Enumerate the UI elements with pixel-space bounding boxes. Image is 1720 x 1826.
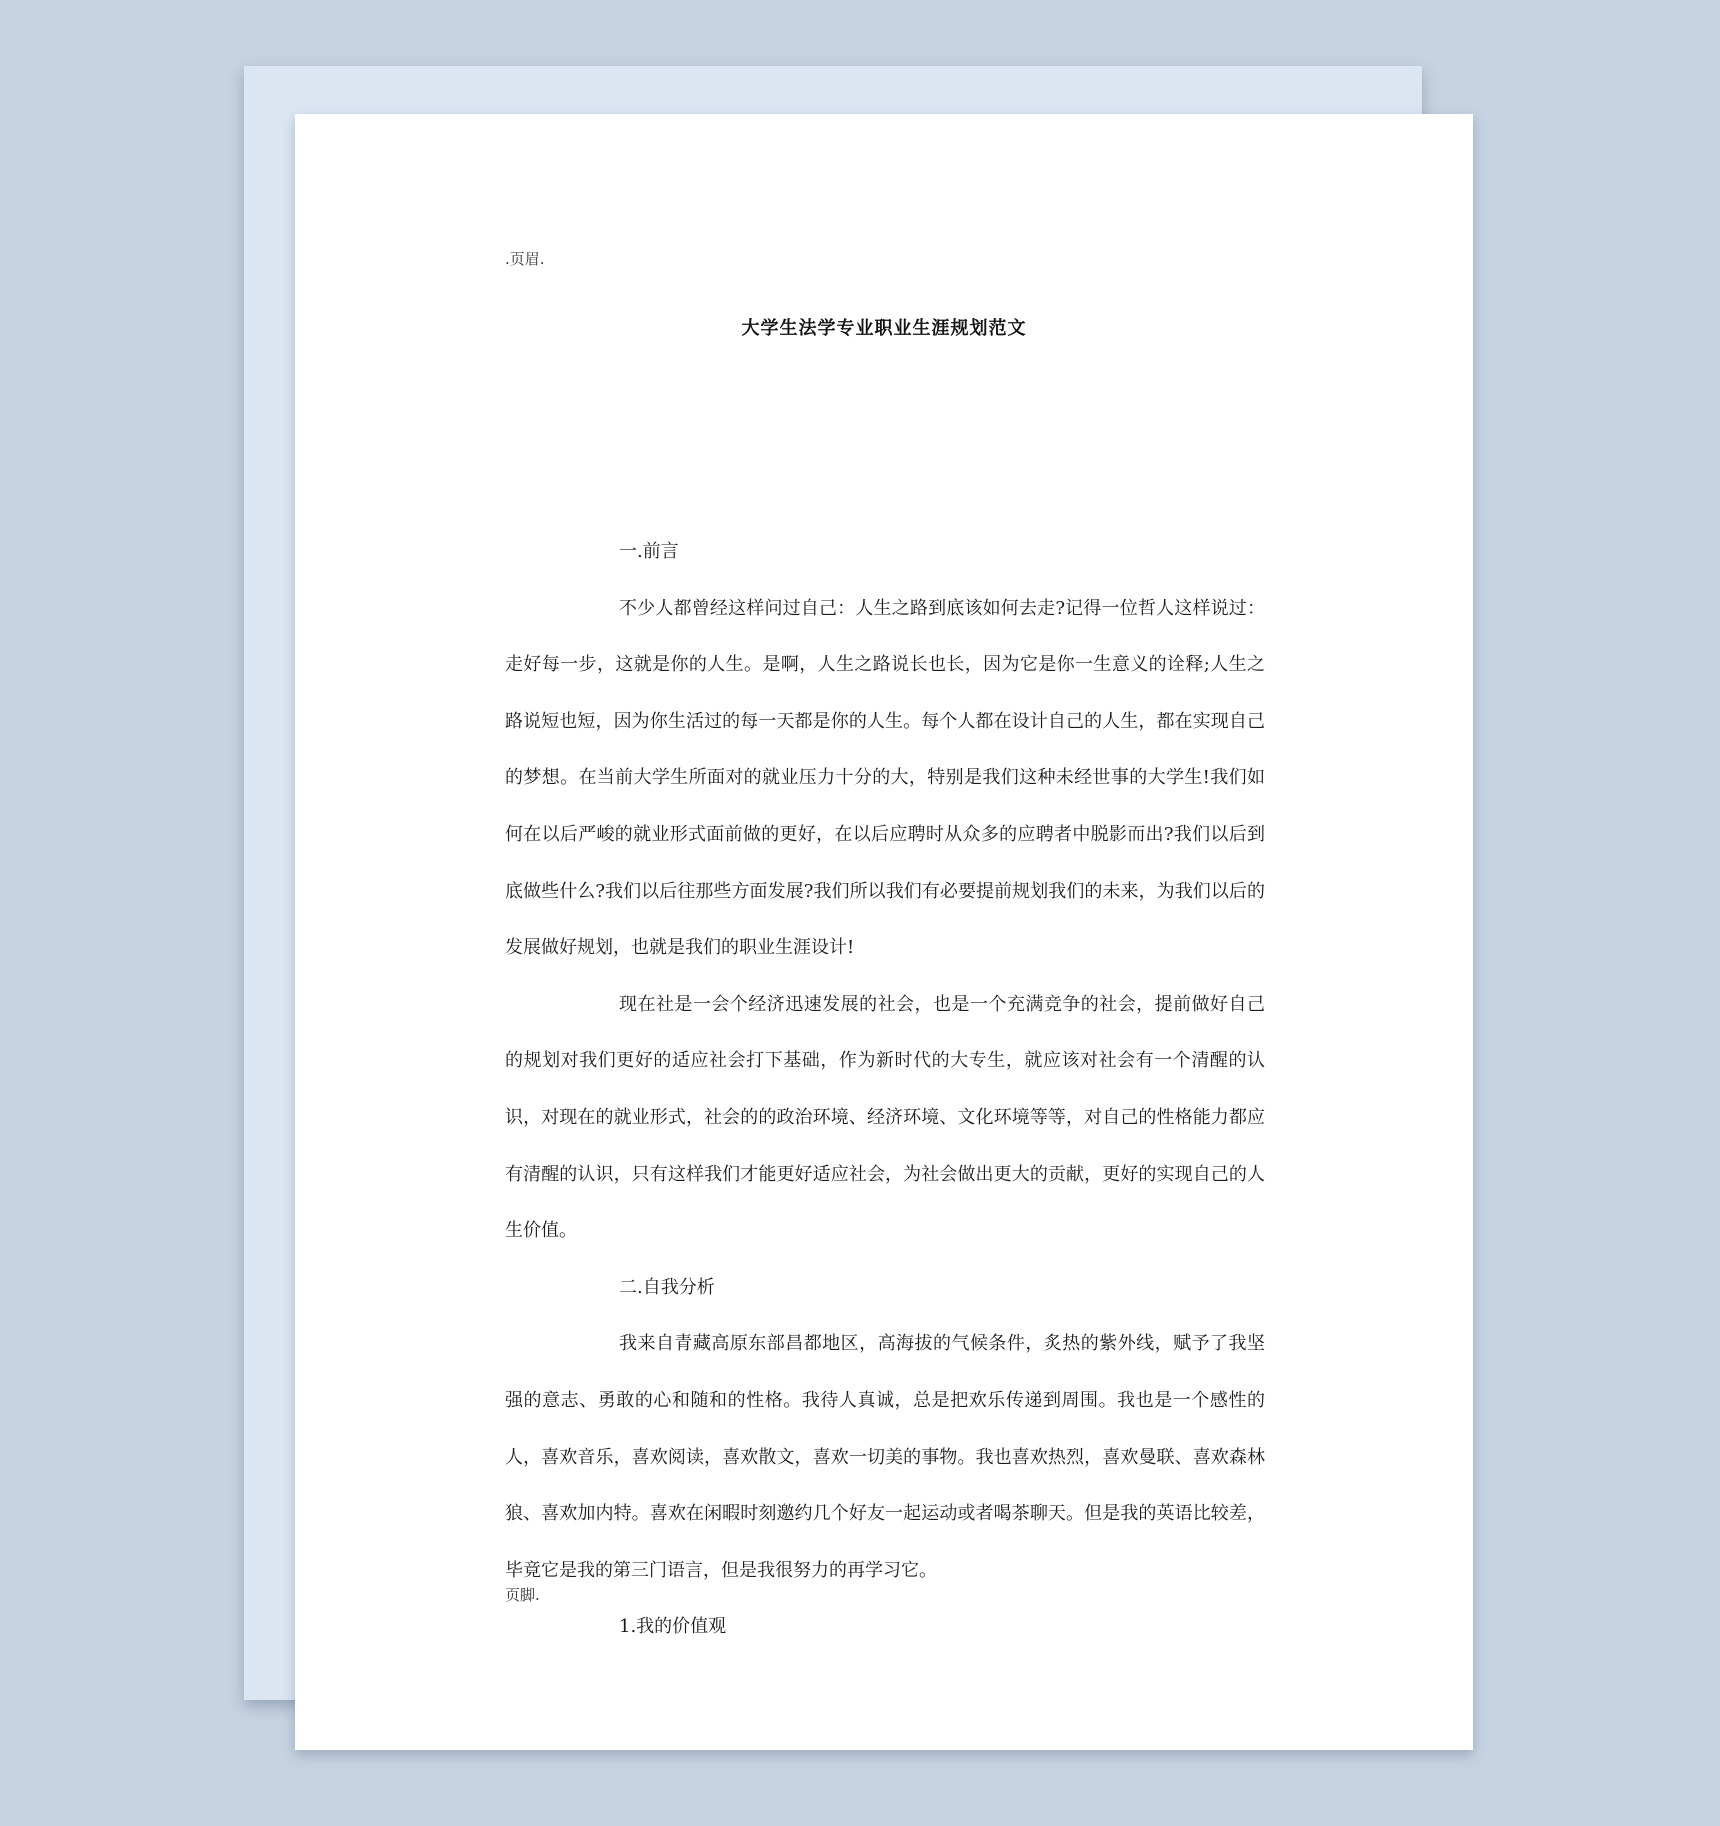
paragraph-preface-2: 现在社是一会个经济迅速发展的社会，也是一个充满竞争的社会，提前做好自己的规划对我们更好的适应社会打下基础，作为新时代的大专生，就应该对社会有一个清醒的认识，对现在的就业形式，社会的的政治环境、经济环境、文化环境等等，对自己的性格能力都应有清醒的认识，只有这样我们才能更好适应社会，为社会做出更大的贡献，更好的实现自己的人生价值。: [505, 993, 1265, 1242]
section-heading-values: 1.我的价值观: [619, 1616, 727, 1638]
page-header: .页眉.: [505, 250, 545, 268]
page-footer: 页脚.: [505, 1586, 540, 1604]
document-page: [295, 114, 1473, 1750]
section-heading-self-analysis: 二.自我分析: [619, 1276, 715, 1298]
section-heading-preface: 一.前言: [619, 541, 679, 562]
document-body: [505, 524, 1265, 1656]
paragraph-self-analysis-1: 我来自青藏高原东部昌都地区，高海拔的气候条件，炙热的紫外线，赋予了我坚强的意志、勇敢的心和随和的性格。我待人真诚，总是把欢乐传递到周围。我也是一个感性的人，喜欢音乐，喜欢阅读，喜欢散文，喜欢一切美的事物。我也喜欢热烈，喜欢曼联、喜欢森林狼、喜欢加内特。喜欢在闲暇时刻邀约几个好友一起运动或者喝茶聊天。但是我的英语比较差，毕竟它是我的第三门语言，但是我很努力的再学习它。: [505, 1333, 1265, 1581]
document-title: 大学生法学专业职业生涯规划范文: [741, 318, 1027, 339]
paragraph-preface-1: 不少人都曾经这样问过自己：人生之路到底该如何去走?记得一位哲人这样说过：走好每一步，这就是你的人生。是啊，人生之路说长也长，因为它是你一生意义的诠释;人生之路说短也短，因为你生活过的每一天都是你的人生。每个人都在设计自己的人生，都在实现自己的梦想。在当前大学生所面对的就业压力十分的大，特别是我们这种未经世事的大学生!我们如何在以后严峻的就业形式面前做的更好，在以后应聘时从众多的应聘者中脱影而出?我们以后到底做些什么?我们以后往那些方面发展?我们所以我们有必要提前规划我们的未来，为我们以后的发展做好规划，也就是我们的职业生涯设计!: [505, 597, 1265, 959]
